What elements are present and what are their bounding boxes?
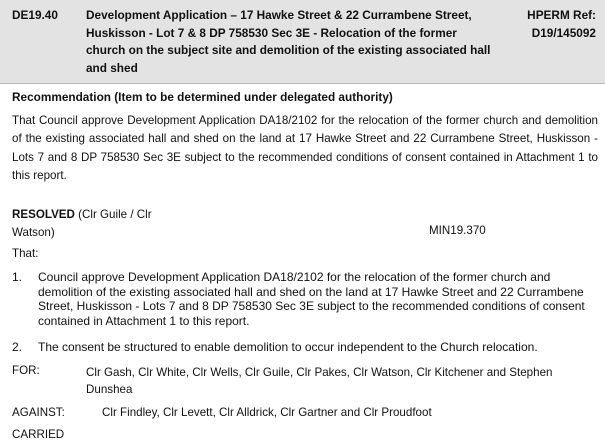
for-label: FOR: — [12, 364, 40, 377]
item-code: DE19.40 — [12, 8, 58, 22]
for-voters: Clr Gash, Clr White, Clr Wells, Clr Guile, Clr Pakes, Clr Watson, Clr Kitchener and Stephen Dunshea — [86, 366, 553, 396]
resolved-movers: (Clr Guile / Clr Watson) — [12, 208, 152, 239]
resolved-line — [12, 206, 172, 242]
resolution-item-text: Council approve Development Application DA18/2102 for the relocation of the former church and demolition of the existing associated hall and shed on the land at 17 Hawke Street and 22 Currambene Street, Huskisson - Lots 7 and 8 DP 758530 Sec 3E subject to the recommended conditions of consent contained in Attachment 1 to this report. — [38, 270, 585, 328]
hperm-ref-value: D19/145092 — [531, 25, 596, 40]
recommendation-text: That Council approve Development Application DA18/2102 for the relocation of the former church and demolition of the existing associated hall and shed on the land at 17 Hawke Street and 22 Currambene Street, Huskisson - Lots 7 and 8 DP 758530 Sec 3E subject to the recommended conditions of consent contained in Attachment 1 to this report. — [12, 114, 598, 183]
against-voters: Clr Findley, Clr Levett, Clr Alldrick, Clr Gartner and Clr Proudfoot — [102, 406, 432, 419]
resolved-label: RESOLVED — [12, 208, 75, 221]
resolution-item-text: The consent be structured to enable demolition to occur independent to the Church relocation. — [38, 340, 538, 354]
item-header — [0, 0, 605, 84]
hperm-reference — [506, 7, 596, 42]
hperm-ref-label: HPERM Ref: — [527, 8, 596, 22]
result-carried: CARRIED — [12, 428, 65, 441]
minute-number: MIN19.370 — [429, 224, 486, 237]
that-label: That: — [12, 247, 39, 260]
recommendation-heading: Recommendation (Item to be determined under delegated authority) — [12, 90, 393, 104]
item-title: Development Application – 17 Hawke Street & 22 Currambene Street, Huskisson - Lot 7 & 8 DP 758530 Sec 3E - Relocation of the former church on the subject site and demolition of the existing associated hall and shed — [86, 8, 491, 75]
against-label: AGAINST: — [12, 406, 65, 419]
resolution-item-number: 2. — [12, 340, 23, 354]
resolution-item-number: 1. — [12, 270, 23, 284]
